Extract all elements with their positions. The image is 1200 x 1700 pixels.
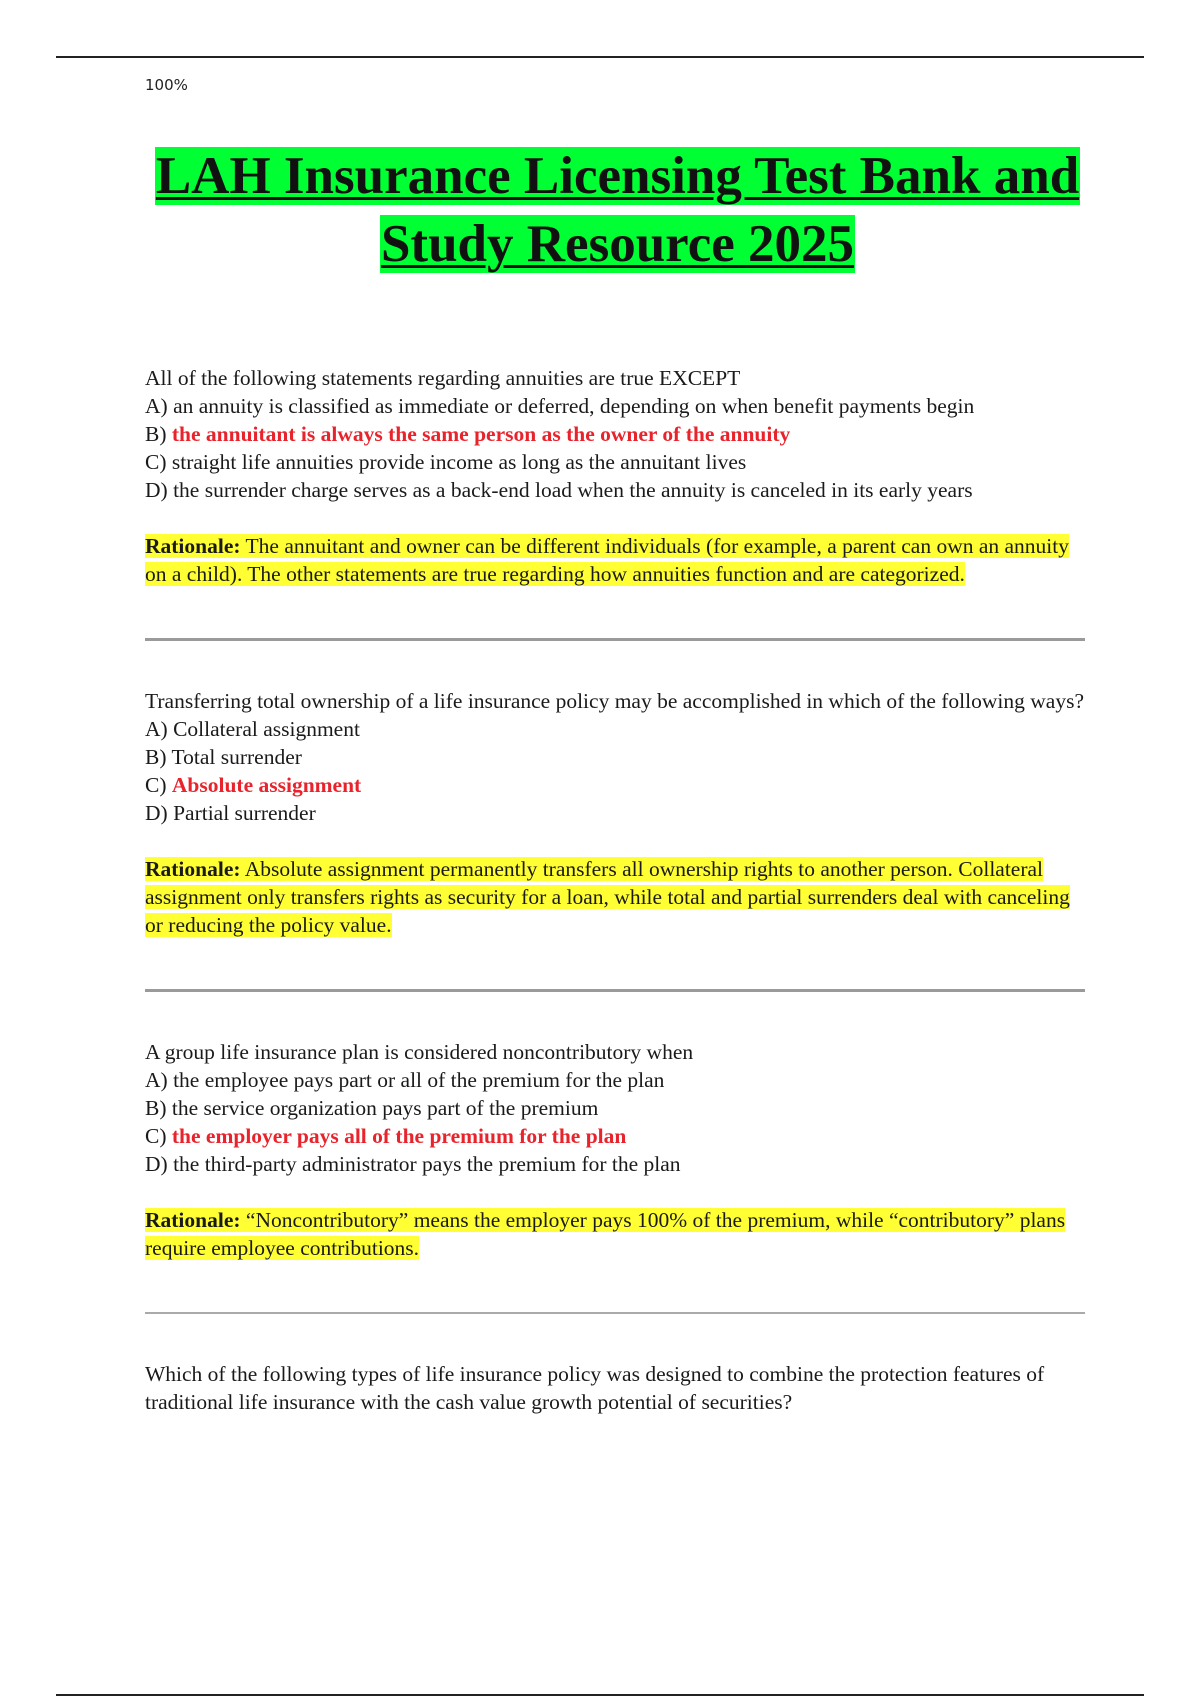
divider [145, 638, 1085, 641]
option-d: D) the surrender charge serves as a back-end load when the annuity is canceled in its early years [145, 478, 973, 502]
document-title [100, 142, 1135, 278]
question-text: A group life insurance plan is considered noncontributory when [145, 1040, 694, 1064]
question-text: Which of the following types of life insurance policy was designed to combine the protection features of traditional life insurance with the cash value growth potential of securities? [145, 1362, 1045, 1414]
question-text: All of the following statements regarding annuities are true EXCEPT [145, 366, 741, 390]
option-d: D) the third-party administrator pays the premium for the plan [145, 1152, 681, 1176]
option-c: C) Absolute assignment [145, 773, 362, 797]
question-3 [145, 1038, 1085, 1262]
title-line-1: LAH Insurance Licensing Test Bank and [155, 147, 1080, 205]
question-1 [145, 364, 1085, 588]
option-d: D) Partial surrender [145, 801, 316, 825]
rationale: Rationale: “Noncontributory” means the employer pays 100% of the premium, while “contributory” plans require employee contributions. [145, 1208, 1066, 1260]
option-c: C) the employer pays all of the premium for the plan [145, 1124, 627, 1148]
rationale: Rationale: The annuitant and owner can be different individuals (for example, a parent can own an annuity on a child). The other statements are true regarding how annuities function and are categorized. [145, 534, 1070, 586]
rationale: Rationale: Absolute assignment permanently transfers all ownership rights to another person. Collateral assignment only transfers rights as security for a loan, while total and partial surrenders deal with canceling or reducing the policy value. [145, 857, 1070, 937]
question-list [145, 364, 1085, 1416]
divider [145, 1312, 1085, 1314]
option-b: B) the annuitant is always the same person as the owner of the annuity [145, 422, 791, 446]
bottom-rule [56, 1694, 1144, 1696]
rationale-label: Rationale: [145, 1208, 241, 1232]
option-b: B) Total surrender [145, 745, 302, 769]
divider [145, 989, 1085, 992]
top-rule [56, 56, 1144, 58]
question-text: Transferring total ownership of a life insurance policy may be accomplished in which of the following ways? [145, 689, 1084, 713]
option-a: A) Collateral assignment [145, 717, 360, 741]
rationale-label: Rationale: [145, 857, 241, 881]
title-line-2: Study Resource 2025 [380, 215, 855, 273]
correct-answer: the annuitant is always the same person as the owner of the annuity [171, 422, 791, 446]
question-2 [145, 687, 1085, 939]
question-4 [145, 1360, 1085, 1416]
correct-answer: the employer pays all of the premium for the plan [171, 1124, 627, 1148]
rationale-label: Rationale: [145, 534, 241, 558]
option-b: B) the service organization pays part of the premium [145, 1096, 599, 1120]
option-a: A) the employee pays part or all of the premium for the plan [145, 1068, 665, 1092]
option-a: A) an annuity is classified as immediate or deferred, depending on when benefit payments begin [145, 394, 975, 418]
zoom-level: 100% [145, 76, 188, 94]
correct-answer: Absolute assignment [171, 773, 362, 797]
option-c: C) straight life annuities provide income as long as the annuitant lives [145, 450, 747, 474]
